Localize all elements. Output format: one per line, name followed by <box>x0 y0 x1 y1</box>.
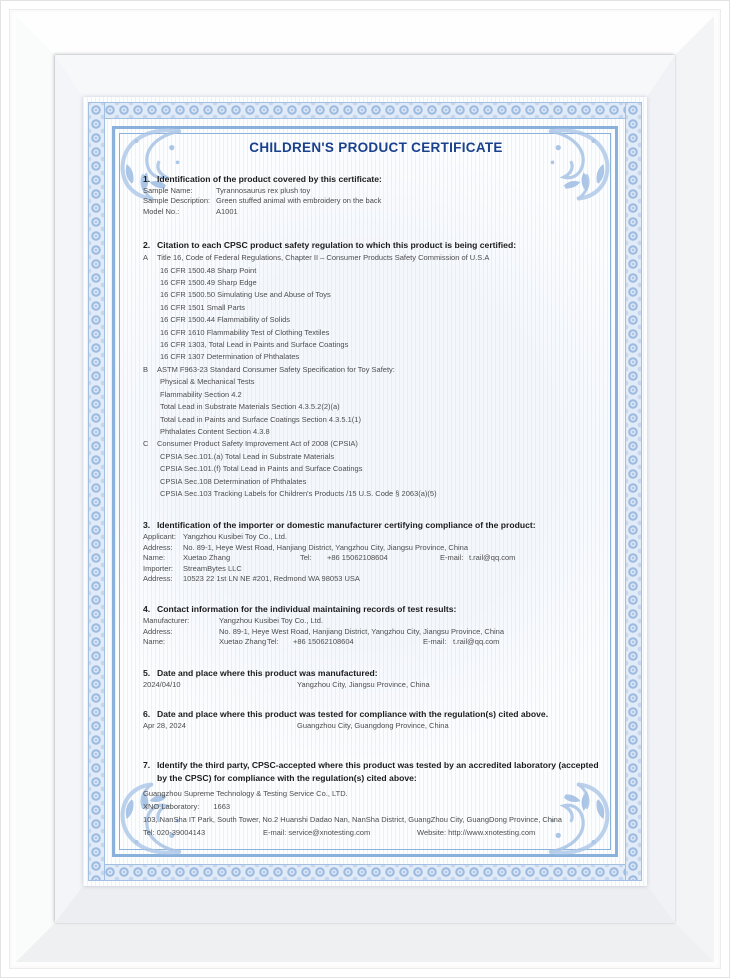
date-place-row <box>143 721 609 731</box>
section-3-heading <box>143 519 609 532</box>
section-number: 7. <box>143 760 151 771</box>
field-label: Sample Name: <box>143 186 193 195</box>
tel-value: +86 15062108604 <box>327 553 388 563</box>
section-heading-text: Date and place where this product was tested for compliance with the regulation(s) cited above. <box>157 708 549 719</box>
section-2-heading <box>143 239 609 252</box>
regulation-item: 16 CFR 1500.48 Sharp Point <box>160 265 257 275</box>
tel-value: +86 15062108604 <box>293 637 354 647</box>
email-value: t.rail@qq.com <box>469 553 516 563</box>
section-1-heading <box>143 173 609 186</box>
lab-tel: Tel: 020-39004143 <box>143 828 206 838</box>
field-label: Applicant: <box>143 532 176 542</box>
section-6-heading <box>143 708 609 721</box>
section-citations <box>143 239 609 500</box>
field-row <box>143 574 609 584</box>
email-label: E-mail: <box>440 553 464 563</box>
field-label: Address: <box>143 573 173 583</box>
contact-name: Xuetao Zhang <box>183 553 231 563</box>
field-value: A1001 <box>216 206 238 216</box>
section-heading-text: Identification of the product covered by this certificate: <box>157 174 382 184</box>
group-prefix: C <box>143 439 149 449</box>
section-4-heading <box>143 603 609 616</box>
place-value: Yangzhou City, Jiangsu Province, China <box>297 679 430 689</box>
regulation-group <box>143 438 609 450</box>
date-value: 2024/04/10 <box>143 679 181 689</box>
group-prefix: B <box>143 364 149 374</box>
regulation-item: CPSIA Sec.101.(f) Total Lead in Paints and Surface Coatings <box>160 464 363 474</box>
regulation-item: Total Lead in Substrate Materials Section 4.3.5.2(2)(a) <box>160 402 340 412</box>
section-7-heading <box>143 759 609 785</box>
email-value: t.rail@qq.com <box>453 637 500 647</box>
frame-mat <box>55 55 675 923</box>
section-heading-text: Identification of the importer or domestic manufacturer certifying compliance of the product: <box>157 520 536 531</box>
field-label: Manufacturer: <box>143 616 190 626</box>
certificate-content <box>143 137 609 846</box>
contact-name: Xuetao Zhang <box>219 637 267 647</box>
date-place-row <box>143 680 609 690</box>
contact-row <box>143 637 609 647</box>
group-title: Title 16, Code of Federal Regulations, Chapter II – Consumer Products Safety Commission of U.S.A <box>157 253 490 263</box>
section-number: 6. <box>143 708 151 719</box>
field-label: Name: <box>143 553 166 563</box>
regulation-item: 16 CFR 1500.49 Sharp Edge <box>160 278 257 288</box>
tel-label: Tel: <box>300 553 312 563</box>
tel-label: Tel: <box>267 637 279 647</box>
date-value: Apr 28, 2024 <box>143 720 186 730</box>
frame-molding <box>16 16 714 962</box>
lab-website: Website: http://www.xnotesting.com <box>417 828 536 838</box>
regulation-group <box>143 252 609 264</box>
regulation-item: 16 CFR 1500.44 Flammability of Solids <box>160 315 291 325</box>
field-value: StreamBytes LLC <box>183 563 242 573</box>
field-label: Importer: <box>143 563 174 573</box>
section-number: 3. <box>143 520 151 531</box>
field-value: Green stuffed animal with embroidery on the back <box>216 196 382 206</box>
field-label: Name: <box>143 637 166 647</box>
section-number: 2. <box>143 240 151 251</box>
lab-number-label: XNO Laboratory: <box>143 802 200 812</box>
certificate-paper <box>83 97 647 886</box>
lace-border-top <box>88 102 642 119</box>
field-row <box>143 543 609 553</box>
regulation-item: Phthalates Content Section 4.3.8 <box>160 426 270 436</box>
field-row <box>143 616 609 626</box>
lab-address: 103, NanSha IT Park, South Tower, No.2 Huanshi Dadao Nan, NanSha District, GuangZhou City, GuangDong Province, China <box>143 815 562 825</box>
lace-border-left <box>88 102 105 881</box>
section-test-date <box>143 708 609 731</box>
group-prefix: A <box>143 253 149 263</box>
field-row <box>143 564 609 574</box>
lab-email: E-mail: service@xnotesting.com <box>263 828 371 838</box>
section-heading-text: Identify the third party, CPSC-accepted where this product was tested by an accredited laboratory (accepted by the CPSC) for compliance with the regulation(s) cited above: <box>157 760 599 784</box>
group-title: Consumer Product Safety Improvement Act of 2008 (CPSIA) <box>157 439 358 449</box>
section-number: 4. <box>143 604 151 615</box>
field-row <box>143 532 609 542</box>
regulation-group <box>143 364 609 376</box>
field-row <box>143 196 609 206</box>
section-third-party-lab <box>143 759 609 839</box>
field-value: Tyrannosaurus rex plush toy <box>216 186 311 195</box>
regulation-item: Physical & Mechanical Tests <box>160 377 255 387</box>
section-identification <box>143 173 609 217</box>
field-label: Model No.: <box>143 206 180 216</box>
field-row <box>143 627 609 637</box>
regulation-item: 16 CFR 1500.50 Simulating Use and Abuse of Toys <box>160 290 331 300</box>
contact-row <box>143 553 609 563</box>
regulation-item: 16 CFR 1610 Flammability Test of Clothing Textiles <box>160 327 330 337</box>
regulation-item: CPSIA Sec.101.(a) Total Lead in Substrate Materials <box>160 451 335 461</box>
section-5-heading <box>143 667 609 680</box>
lab-number-row <box>143 800 609 813</box>
field-label: Address: <box>143 626 173 636</box>
section-heading-text: Citation to each CPSC product safety regulation to which this product is being certified: <box>157 240 517 251</box>
lab-details <box>143 787 609 839</box>
section-manufacture-date <box>143 667 609 690</box>
section-importer <box>143 519 609 584</box>
regulation-item: 16 CFR 1307 Determination of Phthalates <box>160 352 300 362</box>
section-heading-text: Date and place where this product was manufactured: <box>157 667 378 678</box>
certificate-title: CHILDREN'S PRODUCT CERTIFICATE <box>249 140 503 155</box>
field-label: Sample Description: <box>143 196 211 206</box>
regulation-item: Flammability Section 4.2 <box>160 389 242 399</box>
section-records-contact <box>143 603 609 647</box>
regulation-item: 16 CFR 1303, Total Lead in Paints and Surface Coatings <box>160 340 349 350</box>
field-value: Yangzhou Kusibei Toy Co., Ltd. <box>219 616 323 626</box>
field-label: Address: <box>143 542 173 552</box>
lace-border-right <box>625 102 642 881</box>
lab-number-value: 1663 <box>213 802 231 812</box>
regulation-item: Total Lead in Paints and Surface Coatings Section 4.3.5.1(1) <box>160 414 361 424</box>
field-value: No. 89-1, Heye West Road, Hanjiang District, Yangzhou City, Jiangsu Province, China <box>219 626 504 636</box>
lab-contact-row <box>143 826 609 839</box>
regulation-item: CPSIA Sec.108 Determination of Phthalates <box>160 476 307 486</box>
section-number: 5. <box>143 667 151 678</box>
field-row <box>143 186 609 196</box>
regulation-item: CPSIA Sec.103 Tracking Labels for Children's Products /15 U.S. Code § 2063(a)(5) <box>160 488 437 498</box>
group-title: ASTM F963-23 Standard Consumer Safety Specification for Toy Safety: <box>157 364 395 374</box>
field-value: Yangzhou Kusibei Toy Co., Ltd. <box>183 532 287 542</box>
email-label: E-mail: <box>423 637 447 647</box>
lace-border-bottom <box>88 864 642 881</box>
section-number: 1. <box>143 174 151 184</box>
field-value: No. 89-1, Heye West Road, Hanjiang District, Yangzhou City, Jiangsu Province, China <box>183 542 468 552</box>
section-heading-text: Contact information for the individual maintaining records of test results: <box>157 604 457 615</box>
field-value: 10523 22 1st LN NE #201, Redmond WA 98053 USA <box>183 573 360 583</box>
lab-name: Guangzhou Supreme Technology & Testing Service Co., LTD. <box>143 789 348 799</box>
regulation-item: 16 CFR 1501 Small Parts <box>160 302 246 312</box>
place-value: Guangzhou City, Guangdong Province, China <box>297 720 449 730</box>
field-row <box>143 207 609 217</box>
